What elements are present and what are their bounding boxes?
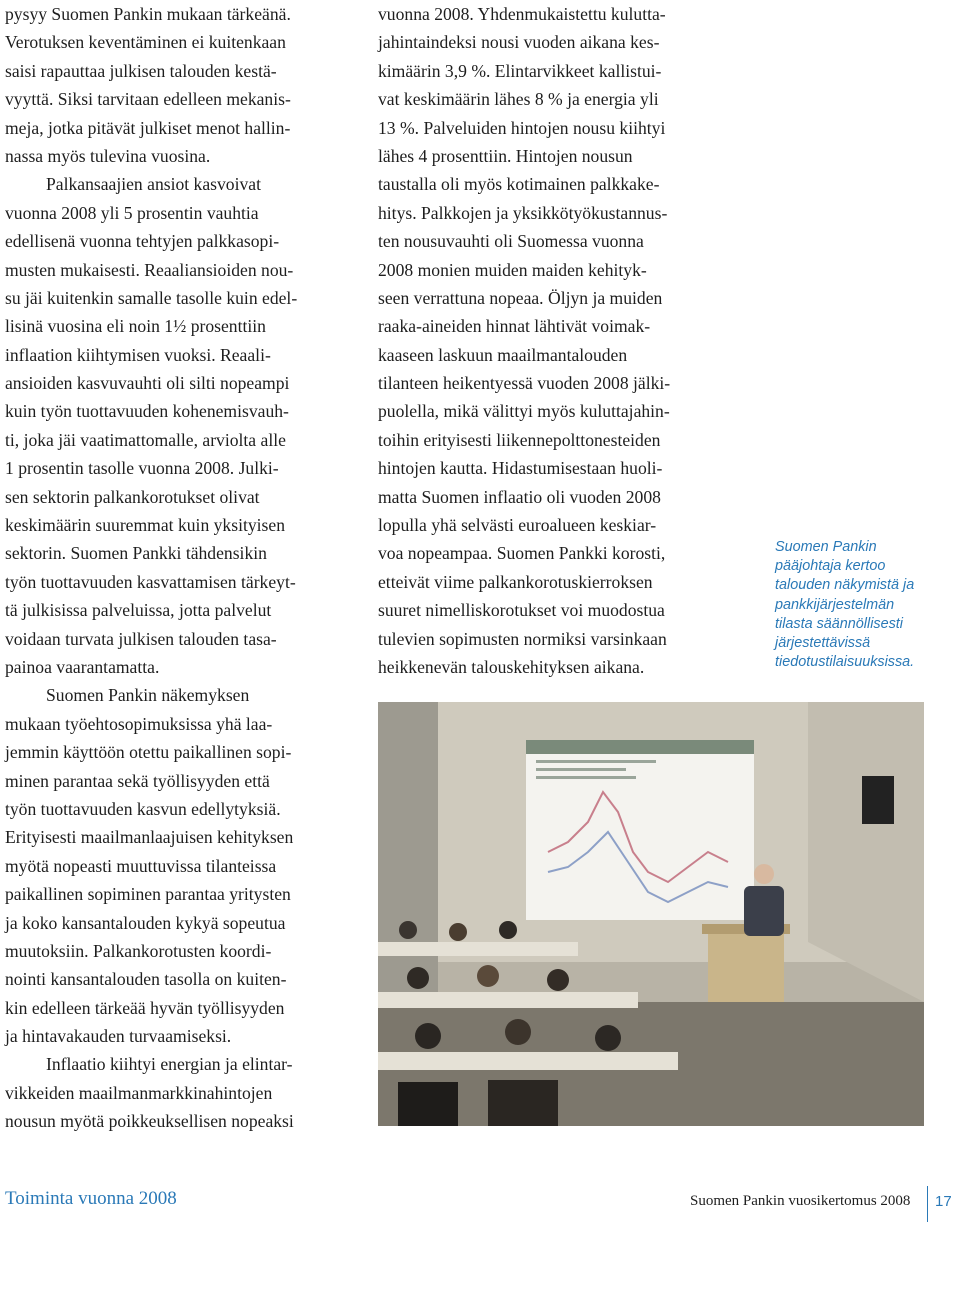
text-line: tulevien sopimusten normiksi varsinkaan xyxy=(378,628,667,649)
text-line: nointi kansantalouden tasolla on kuiten- xyxy=(5,969,287,990)
text-line: ti, joka jäi vaatimattomalle, arviolta alle xyxy=(5,429,286,450)
text-line: inflaation kiihtymisen vuoksi. Reaali- xyxy=(5,344,271,365)
footer-section-title: Toiminta vuonna 2008 xyxy=(5,1188,177,1209)
text-line: sektorin. Suomen Pankki tähdensikin xyxy=(5,543,267,564)
text-line: painoa vaarantamatta. xyxy=(5,656,160,677)
text-line: voidaan turvata julkisen talouden tasa- xyxy=(5,628,277,649)
footer-divider xyxy=(927,1186,928,1222)
text-line: Inflaatio kiihtyi energian ja elintar- xyxy=(46,1054,293,1075)
caption-line: tiedotustilaisuuksissa. xyxy=(775,654,915,671)
page-number: 17 xyxy=(935,1193,952,1210)
text-line: vyyttä. Siksi tarvitaan edelleen mekanis- xyxy=(5,89,291,110)
text-line: etteivät viime palkankorotuskierroksen xyxy=(378,571,653,592)
text-line: edellisenä vuonna tehtyjen palkkasopi- xyxy=(5,231,280,252)
text-line: Palkansaajien ansiot kasvoivat xyxy=(46,174,261,195)
text-line: ten nousuvauhti oli Suomessa vuonna xyxy=(378,231,644,252)
photo-caption xyxy=(775,538,955,672)
text-line: heikkenevän talouskehityksen aikana. xyxy=(378,656,645,677)
text-line: 2008 monien muiden maiden kehityk- xyxy=(378,259,647,280)
text-line: vat keskimäärin lähes 8 % ja energia yli xyxy=(378,89,659,110)
text-line: myötä nopeasti muuttuvissa tilanteissa xyxy=(5,855,277,876)
text-line: jemmin käyttöön otettu paikallinen sopi- xyxy=(5,742,292,763)
caption-line: talouden näkymistä ja xyxy=(775,577,915,594)
caption-line: Suomen Pankin xyxy=(775,539,877,555)
text-line: sen sektorin palkankorotukset olivat xyxy=(5,486,260,507)
text-line: ja koko kansantalouden kykyä sopeutua xyxy=(5,912,286,933)
text-line: su jäi kuitenkin samalle tasolle kuin edel- xyxy=(5,287,298,308)
text-line: Suomen Pankin näkemyksen xyxy=(46,685,250,706)
footer-publication-title: Suomen Pankin vuosikertomus 2008 xyxy=(690,1193,911,1209)
text-line: vuonna 2008. Yhdenmukaistettu kulutta- xyxy=(378,4,666,24)
text-line: saisi rapauttaa julkisen talouden kestä- xyxy=(5,60,277,81)
text-line: ja hintavakauden turvaamiseksi. xyxy=(5,1026,232,1047)
text-line: toihin erityisesti liikennepolttonesteiden xyxy=(378,429,661,450)
text-line: keskimäärin suuremmat kuin yksityisen xyxy=(5,515,285,536)
text-line: 13 %. Palveluiden hintojen nousu kiihtyi xyxy=(378,117,666,138)
text-line: pysyy Suomen Pankin mukaan tärkeänä. xyxy=(5,4,291,24)
text-line: suuret nimelliskorotukset voi muodostua xyxy=(378,600,665,621)
text-line: muutoksiin. Palkankorotusten koordi- xyxy=(5,940,272,961)
caption-line: pankkijärjestelmän xyxy=(775,596,895,613)
text-line: musten mukaisesti. Reaaliansioiden nou- xyxy=(5,259,294,280)
caption-line: tilasta säännöllisesti xyxy=(775,615,903,632)
text-line: kuin työn tuottavuuden kohenemisvauh- xyxy=(5,401,289,422)
text-line: vikkeiden maailmanmarkkinahintojen xyxy=(5,1082,273,1103)
text-line: kimäärin 3,9 %. Elintarvikkeet kallistui- xyxy=(378,60,662,81)
text-line: lähes 4 prosenttiin. Hintojen nousun xyxy=(378,145,633,166)
text-line: Verotuksen keventäminen ei kuitenkaan xyxy=(5,32,286,53)
text-line: nousun myötä poikkeuksellisen nopeaksi xyxy=(5,1111,294,1132)
text-line: tä julkisissa palveluissa, jotta palvelut xyxy=(5,600,272,621)
text-line: 1 prosentin tasolle vuonna 2008. Julki- xyxy=(5,458,279,479)
text-line: kaaseen laskuun maailmantalouden xyxy=(378,344,628,365)
text-line: vuonna 2008 yli 5 prosentin vauhtia xyxy=(5,202,259,223)
text-line: mukaan työehtosopimuksissa yhä laa- xyxy=(5,713,273,734)
text-line: taustalla oli myös kotimainen palkkake- xyxy=(378,174,660,195)
text-line: työn tuottavuuden kasvun edellytyksiä. xyxy=(5,798,281,819)
text-column-left xyxy=(5,0,355,1136)
text-line: lisinä vuosina eli noin 1½ prosenttiin xyxy=(5,316,266,337)
text-line: hintojen kautta. Hidastumisestaan huoli- xyxy=(378,458,663,479)
text-line: ansioiden kasvuvauhti oli silti nopeampi xyxy=(5,373,290,394)
text-line: meja, jotka pitävät julkiset menot hallin- xyxy=(5,117,291,138)
text-line: hitys. Palkkojen ja yksikkötyökustannus- xyxy=(378,202,668,223)
text-line: Erityisesti maailmanlaajuisen kehityksen xyxy=(5,827,294,848)
press-conference-photo xyxy=(378,702,924,1126)
caption-line: järjestettävissä xyxy=(775,635,871,652)
text-line: paikallinen sopiminen parantaa yritysten xyxy=(5,884,291,905)
text-line: matta Suomen inflaatio oli vuoden 2008 xyxy=(378,486,661,507)
text-line: tilanteen heikentyessä vuoden 2008 jälki- xyxy=(378,373,671,394)
text-line: jahintaindeksi nousi vuoden aikana kes- xyxy=(378,32,660,53)
text-column-middle xyxy=(378,0,738,681)
text-line: voa nopeampaa. Suomen Pankki korosti, xyxy=(378,543,666,564)
text-line: kin edelleen tärkeää hyvän työllisyyden xyxy=(5,997,285,1018)
text-line: raaka-aineiden hinnat lähtivät voimak- xyxy=(378,316,651,337)
text-line: minen parantaa sekä työllisyyden että xyxy=(5,770,270,791)
text-line: nassa myös tulevina vuosina. xyxy=(5,145,211,166)
text-line: puolella, mikä välittyi myös kuluttajahin- xyxy=(378,401,670,422)
text-line: lopulla yhä selvästi euroalueen keskiar- xyxy=(378,515,657,536)
text-line: seen verrattuna nopeaa. Öljyn ja muiden xyxy=(378,287,663,308)
caption-line: pääjohtaja kertoo xyxy=(775,558,886,575)
text-line: työn tuottavuuden kasvattamisen tärkeyt- xyxy=(5,571,296,592)
